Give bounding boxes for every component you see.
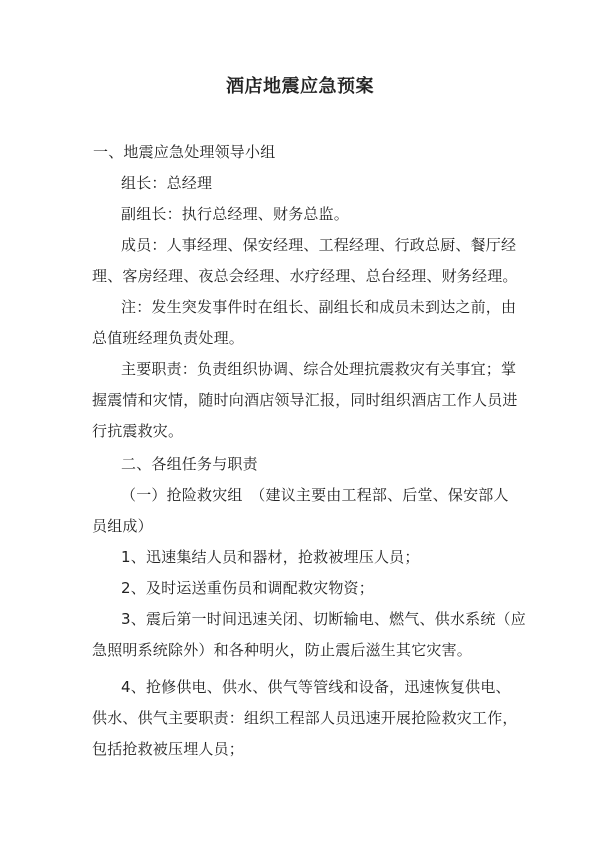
paragraph-line: 注：发生突发事件时在组长、副组长和成员未到达之前，由 xyxy=(121,298,517,316)
paragraph-line: 主要职责：负责组织协调、综合处理抗震救灾有关事宜；掌 xyxy=(121,360,517,378)
list-item: 1、迅速集结人员和器材，抢救被埋压人员； xyxy=(121,548,420,566)
list-item: 4、抢修供电、供水、供气等管线和设备，迅速恢复供电、 xyxy=(121,678,511,696)
list-item: 2、及时运送重伤员和调配救灾物资； xyxy=(121,579,374,597)
document-title: 酒店地震应急预案 xyxy=(226,76,374,97)
section-heading-tasks-duties: 二、各组任务与职责 xyxy=(121,455,258,473)
paragraph-line: 包括抢救被压埋人员； xyxy=(92,740,245,758)
list-item: 3、震后第一时间迅速关闭、切断输电、燃气、供水系统（应 xyxy=(121,610,526,628)
paragraph-line: 行抗震救灾。 xyxy=(92,422,184,440)
subsection-heading-rescue-group: （一）抢险救灾组 （建议主要由工程部、后堂、保安部人 xyxy=(121,486,509,504)
paragraph-line: 理、客房经理、夜总会经理、水疗经理、总台经理、财务经理。 xyxy=(92,267,518,285)
paragraph-line: 副组长：执行总经理、财务总监。 xyxy=(121,205,350,223)
paragraph-line: 成员：人事经理、保安经理、工程经理、行政总厨、餐厅经 xyxy=(121,236,517,254)
section-heading-leadership-group: 一、地震应急处理领导小组 xyxy=(93,143,276,161)
paragraph-line: 急照明系统除外）和各种明火，防止震后滋生其它灾害。 xyxy=(92,641,473,659)
paragraph-line: 组长：总经理 xyxy=(121,174,213,192)
paragraph-line: 总值班经理负责处理。 xyxy=(92,329,245,347)
paragraph-line: 握震情和灾情，随时向酒店领导汇报，同时组织酒店工作人员进 xyxy=(92,391,518,409)
paragraph-line: 员组成） xyxy=(92,517,153,535)
paragraph-line: 供水、供气主要职责：组织工程部人员迅速开展抢险救灾工作， xyxy=(92,709,518,727)
